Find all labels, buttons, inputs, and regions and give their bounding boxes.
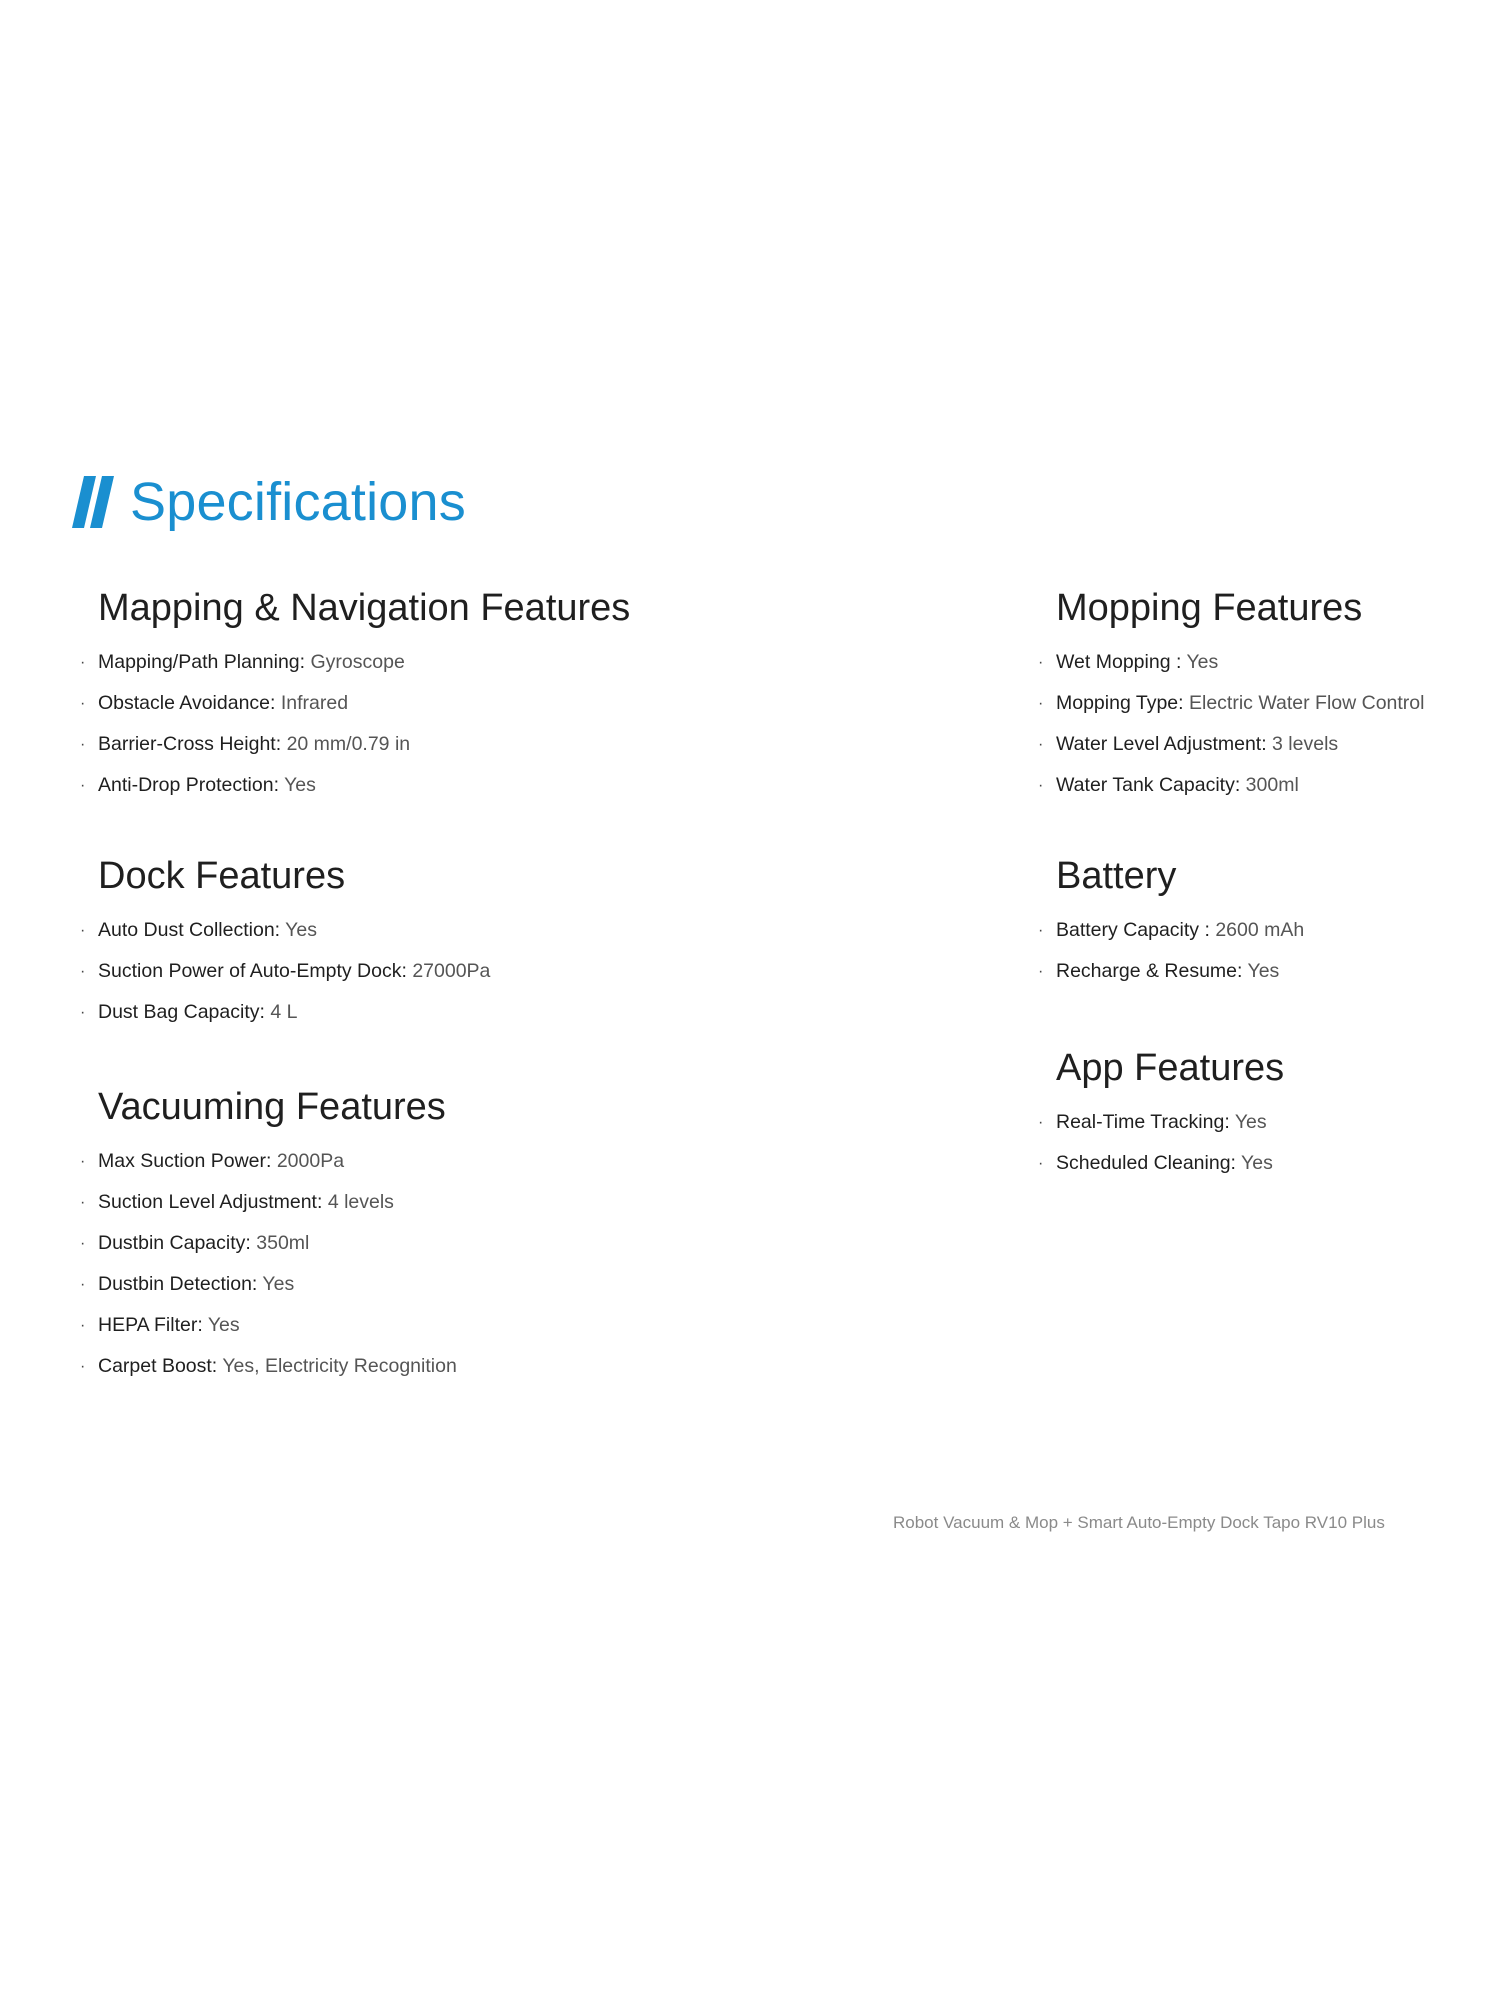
spec-item [1036, 1102, 1476, 1143]
spec-label: Mopping Type: [1056, 692, 1184, 714]
spec-item [78, 1141, 718, 1182]
spec-label: Battery Capacity : [1056, 919, 1210, 941]
section-title: Vacuuming Features [98, 1086, 446, 1128]
bullet-icon: · [1038, 654, 1044, 671]
spec-value: 300ml [1245, 774, 1299, 796]
spec-value: Yes [1247, 960, 1280, 982]
spec-list [78, 910, 718, 1033]
section-mapping-navigation [78, 584, 718, 806]
spec-label: Real-Time Tracking: [1056, 1111, 1230, 1133]
section-vacuuming [78, 1083, 718, 1387]
spec-label: Suction Level Adjustment: [98, 1191, 323, 1213]
spec-list [78, 642, 718, 806]
spec-value: 3 levels [1272, 733, 1339, 755]
bullet-icon: · [80, 1317, 86, 1334]
bullet-icon: · [80, 1153, 86, 1170]
spec-item [78, 951, 718, 992]
spec-list [78, 1141, 718, 1387]
bullet-icon: · [1038, 922, 1044, 939]
spec-item [1036, 724, 1476, 765]
spec-label: Mapping/Path Planning: [98, 651, 306, 673]
bullet-icon: · [80, 1235, 86, 1252]
spec-label: Max Suction Power: [98, 1150, 272, 1172]
page-title: Specifications [130, 472, 466, 532]
spec-value: 2600 mAh [1215, 919, 1305, 941]
section-title: Mopping Features [1056, 587, 1363, 629]
spec-list [1036, 1102, 1476, 1184]
bullet-icon: · [80, 736, 86, 753]
spec-item [1036, 1143, 1476, 1184]
bullet-icon: · [1038, 777, 1044, 794]
spec-label: Recharge & Resume: [1056, 960, 1243, 982]
spec-label: Auto Dust Collection: [98, 919, 281, 941]
left-column [78, 584, 718, 1387]
spec-label: Anti-Drop Protection: [98, 774, 279, 796]
spec-item [78, 765, 718, 806]
spec-value: Yes [1241, 1152, 1273, 1174]
footer-caption: Robot Vacuum & Mop + Smart Auto-Empty Dock Tapo RV10 Plus [893, 1513, 1385, 1532]
spec-value: Yes [1234, 1111, 1267, 1133]
spec-label: Dustbin Capacity: [98, 1232, 251, 1254]
bullet-icon: · [1038, 736, 1044, 753]
spec-list [1036, 642, 1476, 806]
spec-label: Obstacle Avoidance: [98, 692, 276, 714]
spec-value: Infrared [280, 692, 349, 714]
spec-item [78, 683, 718, 724]
spec-value: Yes [284, 774, 316, 796]
spec-item [78, 1223, 718, 1264]
spec-item [78, 1346, 718, 1387]
spec-item [1036, 683, 1476, 724]
bullet-icon: · [80, 1358, 86, 1375]
spec-value: 20 mm/0.79 in [286, 733, 411, 755]
spec-item [78, 1264, 718, 1305]
spec-label: Suction Power of Auto-Empty Dock: [98, 960, 407, 982]
spec-value: Yes [207, 1314, 240, 1336]
spec-item [78, 642, 718, 683]
spec-label: HEPA Filter: [98, 1314, 203, 1336]
spec-label: Water Level Adjustment: [1056, 733, 1267, 755]
spec-value: Gyroscope [310, 651, 405, 673]
spec-label: Wet Mopping : [1056, 651, 1182, 673]
spec-value: Electric Water Flow Control [1188, 692, 1425, 714]
bullet-icon: · [80, 695, 86, 712]
spec-value: Yes, Electricity Recognition [222, 1355, 457, 1377]
spec-value: 350ml [256, 1232, 310, 1254]
section-app [1036, 1044, 1476, 1184]
section-title: Mapping & Navigation Features [98, 587, 631, 629]
bullet-icon: · [80, 654, 86, 671]
spec-value: Yes [285, 919, 317, 941]
bullet-icon: · [80, 1194, 86, 1211]
page-header [72, 472, 466, 532]
bullet-icon: · [80, 1276, 86, 1293]
spec-item [78, 1305, 718, 1346]
spec-value: Yes [262, 1273, 295, 1295]
spec-item [78, 992, 718, 1033]
bullet-icon: · [1038, 963, 1044, 980]
spec-value: 4 L [270, 1001, 298, 1023]
section-battery [1036, 852, 1476, 992]
spec-item [1036, 910, 1476, 951]
spec-value: Yes [1186, 651, 1219, 673]
bullet-icon: · [1038, 1114, 1044, 1131]
spec-label: Carpet Boost: [98, 1355, 218, 1377]
section-title: Dock Features [98, 855, 346, 897]
spec-value: 27000Pa [412, 960, 491, 982]
bullet-icon: · [1038, 695, 1044, 712]
spec-label: Scheduled Cleaning: [1056, 1152, 1236, 1174]
spec-item [1036, 642, 1476, 683]
section-mopping [1036, 584, 1476, 806]
spec-value: 4 levels [327, 1191, 394, 1213]
bullet-icon: · [80, 963, 86, 980]
spec-label: Dustbin Detection: [98, 1273, 258, 1295]
bullet-icon: · [1038, 1155, 1044, 1172]
section-title: App Features [1056, 1047, 1285, 1089]
spec-item [78, 910, 718, 951]
double-slash-icon [72, 476, 116, 528]
spec-list [1036, 910, 1476, 992]
bullet-icon: · [80, 1004, 86, 1021]
spec-label: Water Tank Capacity: [1056, 774, 1241, 796]
section-dock [78, 852, 718, 1033]
spec-item [1036, 951, 1476, 992]
spec-item [78, 1182, 718, 1223]
spec-label: Barrier-Cross Height: [98, 733, 282, 755]
section-title: Battery [1056, 855, 1177, 897]
spec-label: Dust Bag Capacity: [98, 1001, 265, 1023]
bullet-icon: · [80, 922, 86, 939]
spec-item [1036, 765, 1476, 806]
right-column [1036, 584, 1476, 1184]
spec-item [78, 724, 718, 765]
spec-value: 2000Pa [276, 1150, 345, 1172]
bullet-icon: · [80, 777, 86, 794]
